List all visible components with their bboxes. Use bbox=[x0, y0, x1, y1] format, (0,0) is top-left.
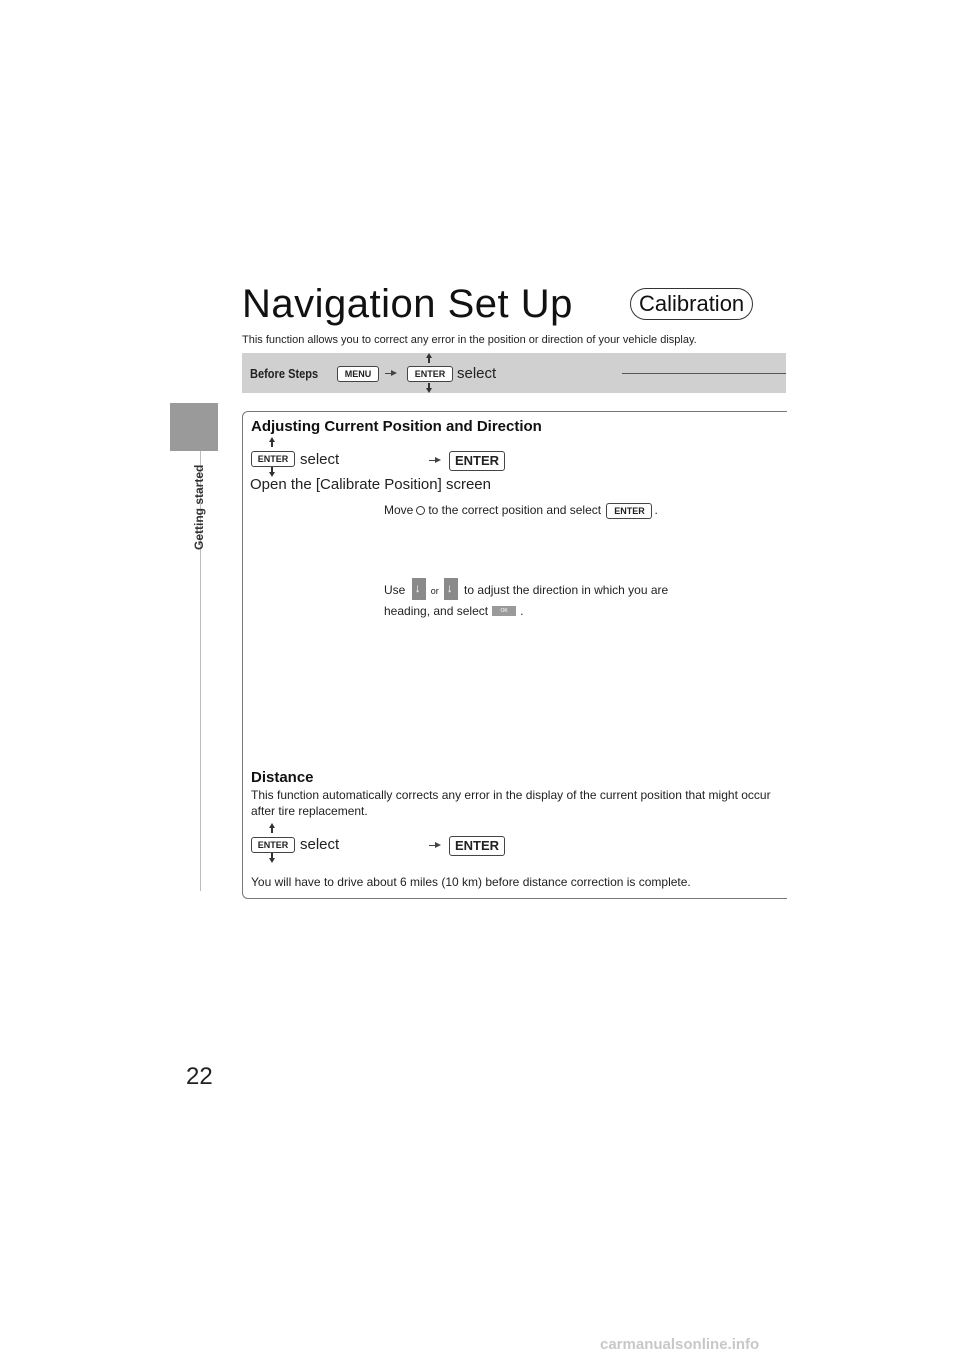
step2-line2: heading, and select bbox=[384, 604, 489, 618]
before-select-text: select bbox=[457, 365, 497, 382]
enter-key-large: ENTER bbox=[449, 836, 505, 856]
step1-prefix: Move bbox=[384, 503, 414, 518]
rotate-right-icon: ↓ bbox=[444, 578, 458, 600]
distance-heading: Distance bbox=[251, 769, 314, 786]
chapter-label bbox=[190, 460, 208, 560]
step1-suffix: . bbox=[654, 503, 658, 518]
page-title: Navigation Set Up bbox=[242, 282, 573, 326]
open-screen-text: Open the [Calibrate Position] screen bbox=[250, 476, 491, 493]
enter-key: ENTER bbox=[251, 837, 295, 853]
enter-key: ENTER bbox=[251, 451, 295, 467]
enter-key: ENTER bbox=[407, 366, 453, 382]
watermark: carmanualsonline.info bbox=[600, 1336, 760, 1353]
step1-middle: to the correct position and select bbox=[428, 503, 602, 518]
menu-key: MENU bbox=[337, 366, 379, 382]
before-steps-label: Before Steps bbox=[250, 366, 319, 381]
page-number: 22 bbox=[186, 1063, 213, 1090]
enter-key-large: ENTER bbox=[449, 451, 505, 471]
rotate-left-icon: ↓ bbox=[412, 578, 426, 600]
ok-button-image: OK bbox=[492, 606, 516, 616]
cursor-circle-icon bbox=[416, 506, 425, 515]
adjust-select-text: select bbox=[300, 451, 340, 468]
arrow-right-icon bbox=[429, 841, 441, 849]
bar-rule bbox=[622, 373, 786, 374]
arrow-right-icon bbox=[429, 456, 441, 464]
step-1 bbox=[384, 503, 658, 519]
chapter-tab bbox=[170, 403, 218, 451]
arrow-right-icon bbox=[385, 369, 397, 377]
distance-description: This function automatically corrects any error in the display of the current position that might occur after tire replacement. bbox=[251, 788, 771, 818]
step2-suffix: . bbox=[520, 604, 524, 618]
calibration-badge: Calibration bbox=[630, 288, 753, 320]
chapter-label-text: Getting started bbox=[192, 464, 206, 550]
distance-select-text: select bbox=[300, 836, 340, 853]
enter-key: ENTER bbox=[606, 503, 652, 519]
intro-text: This function allows you to correct any error in the position or direction of your vehicle display. bbox=[242, 334, 697, 346]
step-2 bbox=[384, 580, 668, 621]
step2-prefix: Use bbox=[384, 583, 406, 598]
adjust-heading: Adjusting Current Position and Direction bbox=[251, 418, 542, 435]
step2-middle: to adjust the direction in which you are bbox=[464, 583, 669, 598]
step2-or: or bbox=[430, 586, 439, 597]
distance-note: You will have to drive about 6 miles (10 km) before distance correction is complete. bbox=[251, 875, 691, 889]
